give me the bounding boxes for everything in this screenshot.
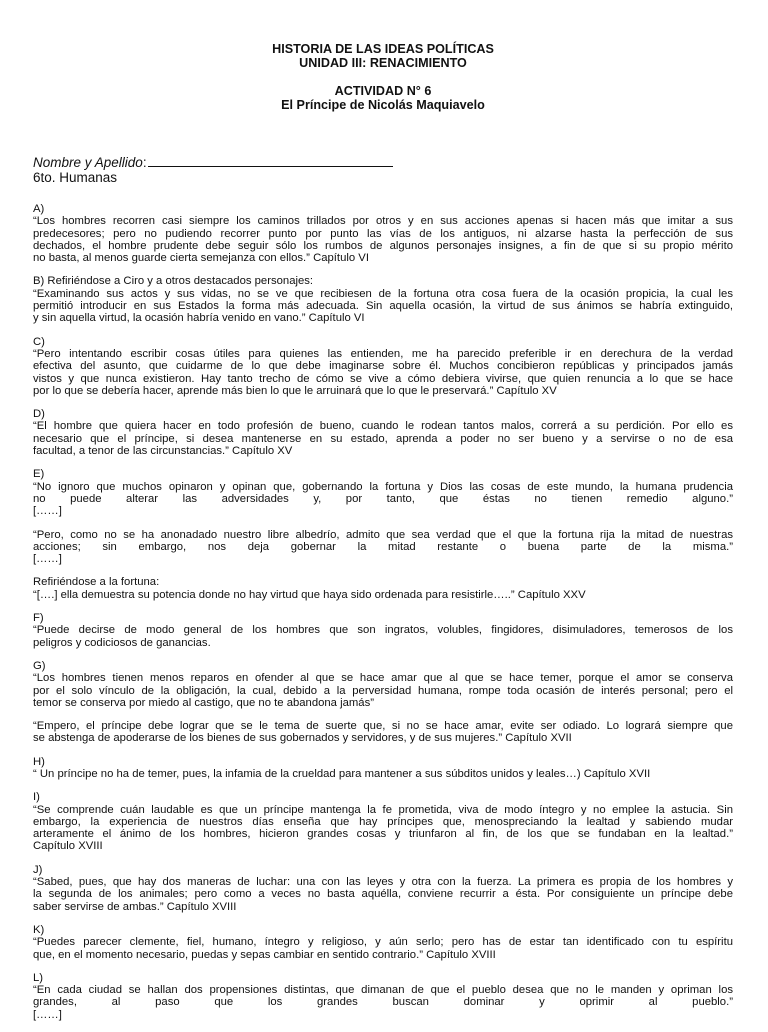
- text-line: la segunda de los animales; pero como a veces no basta aquélla, conviene recurrir a ésta. Por consiguiente un príncipe debe: [33, 888, 733, 901]
- text-line: [……]: [33, 505, 62, 518]
- quote-paragraph: [33, 756, 733, 781]
- unit-title: UNIDAD III: RENACIMIENTO: [299, 56, 467, 70]
- text-line: [……]: [33, 553, 62, 566]
- text-line: [……]: [33, 1008, 62, 1021]
- course-level: 6to. Humanas: [33, 170, 118, 185]
- name-blank-line[interactable]: [148, 154, 393, 167]
- quote-paragraph: [33, 972, 733, 1021]
- text-line: A): [33, 203, 45, 215]
- text-line: “No ignoro que muchos opinaron y opinan que, gobernando la fortuna y Dios las cosas de este mundo, la humana prudencia: [33, 480, 733, 493]
- text-line: predecesores; pero no pudiendo recorrer punto por punto las vías de los antiguos, ni alzarse hasta la perfección de sus: [33, 227, 733, 240]
- text-line: “[….] ella demuestra su potencia donde no hay virtud que haya sido ordenada para resistirle…..” Capítulo XXV: [33, 588, 586, 601]
- text-line: “Puedes parecer clemente, fiel, humano, íntegro y religioso, y aún serlo; pero has de estar tan identificado con tu espíritu: [33, 936, 733, 949]
- quote-paragraph: [33, 203, 733, 264]
- text-line: D): [33, 408, 45, 421]
- text-line: F): [33, 612, 44, 625]
- activity-header: [33, 84, 733, 112]
- text-line: J): [33, 863, 43, 876]
- text-line: “Empero, el príncipe debe lograr que se le tema de suerte que, si no se hace amar, evite ser odiado. Lo logrará siempre que: [33, 720, 733, 733]
- course-title: HISTORIA DE LAS IDEAS POLÍTICAS: [272, 42, 494, 56]
- student-info: [33, 154, 733, 185]
- text-line: no puede alterar las adversidades y, por tanto, que éstas no tienen remedio alguno.”: [33, 492, 733, 505]
- text-line: dechados, el hombre prudente debe seguir sólo los rumbos de algunos personajes insignes, a fin de que si su propio mérito: [33, 239, 733, 252]
- text-line: grandes, al paso que los grandes buscan dominar y oprimir al pueblo.”: [33, 996, 733, 1009]
- text-line: “El hombre que quiera hacer en todo profesión de bueno, cuando le rodean tantos malos, correrá a su perdición. Por ello es: [33, 420, 733, 433]
- text-line: facultad, a tenor de las circunstancias.” Capítulo XV: [33, 445, 293, 458]
- text-line: arteramente el ánimo de los hombres, hicieron grandes cosas y triunfaron al fin, de los que se fundaban en la lealtad.”: [33, 828, 733, 841]
- text-line: que, en el momento necesario, puedas y sepas cambiar en sentido contrario.” Capítulo XVIII: [33, 948, 496, 961]
- text-line: “Examinando sus actos y sus vidas, no se ve que recibiesen de la fortuna otra cosa fuera de la ocasión propicia, la cual les: [33, 287, 733, 300]
- quote-paragraph: [33, 720, 733, 745]
- name-row: [33, 154, 733, 170]
- text-line: “Pero, como no se ha anonadado nuestro libre albedrío, admito que sea verdad que el que la fortuna rija la mitad de nuestras: [33, 528, 733, 541]
- text-line: I): [33, 791, 40, 804]
- text-line: G): [33, 659, 46, 672]
- text-line: L): [33, 971, 44, 984]
- quote-paragraph: [33, 924, 733, 961]
- text-line: vistos y que nunca existieron. Hay tanto trecho de cómo se vive a cómo debiera vivirse, que quien renuncia a lo que se hace: [33, 372, 733, 385]
- text-line: “Puede decirse de modo general de los hombres que son ingratos, volubles, fingidores, disimuladores, temerosos de los: [33, 624, 733, 637]
- activity-subject: El Príncipe de Nicolás Maquiavelo: [281, 98, 485, 112]
- text-line: Capítulo XVIII: [33, 840, 103, 853]
- quote-paragraph: [33, 791, 733, 852]
- quote-paragraph: [33, 612, 733, 649]
- text-line: E): [33, 468, 45, 481]
- text-line: necesario que el príncipe, si desea mantenerse en su estado, aprenda a poder no ser bueno y a servirse o no de esa: [33, 432, 733, 445]
- text-line: “Pero intentando escribir cosas útiles para quienes las entienden, me ha parecido preferible ir en derechura de la verdad: [33, 347, 733, 360]
- activity-number: ACTIVIDAD N° 6: [334, 84, 432, 98]
- quote-sections: [33, 203, 733, 1021]
- quote-paragraph: [33, 529, 733, 566]
- text-line: embargo, la experiencia de nuestros días enseña que hay príncipes que, menospreciando la lealtad y sabiendo mudar: [33, 815, 733, 828]
- quote-paragraph: [33, 660, 733, 709]
- text-line: Refiriéndose a la fortuna:: [33, 576, 160, 589]
- quote-paragraph: [33, 468, 733, 517]
- name-label: Nombre y Apellido: [33, 155, 143, 170]
- document-header: [33, 42, 733, 70]
- quote-paragraph: [33, 864, 733, 913]
- text-line: “Los hombres recorren casi siempre los caminos trillados por otros y en sus acciones apenas si hacen más que imitar a sus: [33, 215, 733, 228]
- document-page: [33, 42, 733, 1032]
- text-line: acciones; sin embargo, nos deja gobernar la mitad restante o buena parte de la misma.”: [33, 540, 733, 553]
- text-line: peligros y codiciosos de ganancias.: [33, 636, 211, 649]
- text-line: se abstenga de apoderarse de los bienes de sus gobernados y servidores, y de sus mujeres.” Capítulo XVII: [33, 732, 572, 745]
- quote-paragraph: [33, 275, 733, 324]
- text-line: permitió introducir en sus Estados la forma más adecuada. Sin aquella ocasión, la virtud de sus ánimos se habría extinguido,: [33, 300, 733, 313]
- text-line: K): [33, 923, 45, 936]
- text-line: “Sabed, pues, que hay dos maneras de luchar: una con las leyes y otra con la fuerza. La primera es propia de los hombres y: [33, 876, 733, 889]
- quote-paragraph: [33, 336, 733, 397]
- text-line: “Los hombres tienen menos reparos en ofender al que se hace amar que al que se hace temer, porque el amor se conserva: [33, 672, 733, 685]
- text-line: por el solo vínculo de la obligación, la cual, debido a la perversidad humana, rompe toda ocasión de interés personal; pero el: [33, 684, 733, 697]
- text-line: “ Un príncipe no ha de temer, pues, la infamia de la crueldad para mantener a sus súbditos unidos y leales…) Capítulo XVII: [33, 767, 651, 780]
- text-line: y sin aquella virtud, la ocasión habría venido en vano.” Capítulo VI: [33, 312, 365, 325]
- text-line: “Se comprende cuán laudable es que un príncipe mantenga la fe prometida, viva de modo íntegro y no emplee la astucia. Sin: [33, 803, 733, 816]
- quote-paragraph: [33, 408, 733, 457]
- text-line: no basta, al menos guarde cierta semejanza con ellos.” Capítulo VI: [33, 252, 369, 265]
- name-colon: :: [142, 155, 147, 170]
- text-line: efectiva del asunto, que cuidarme de lo que debe imaginarse sobre él. Muchos concibieron repúblicas y principados jamás: [33, 360, 733, 373]
- text-line: por lo que se debería hacer, aprende más bien lo que le arruinará que lo que le preservará.” Capítulo XV: [33, 384, 557, 397]
- text-line: “En cada ciudad se hallan dos propensiones distintas, que dimanan de que el pueblo desea que no le manden y opriman los: [33, 984, 733, 997]
- text-line: saber servirse de ambas.” Capítulo XVIII: [33, 900, 237, 913]
- text-line: temor se conserva por miedo al castigo, que no te abandona jamás”: [33, 696, 374, 709]
- text-line: C): [33, 335, 45, 348]
- text-line: B) Refiriéndose a Ciro y a otros destacados personajes:: [33, 275, 314, 288]
- quote-paragraph: [33, 576, 733, 601]
- text-line: H): [33, 755, 45, 768]
